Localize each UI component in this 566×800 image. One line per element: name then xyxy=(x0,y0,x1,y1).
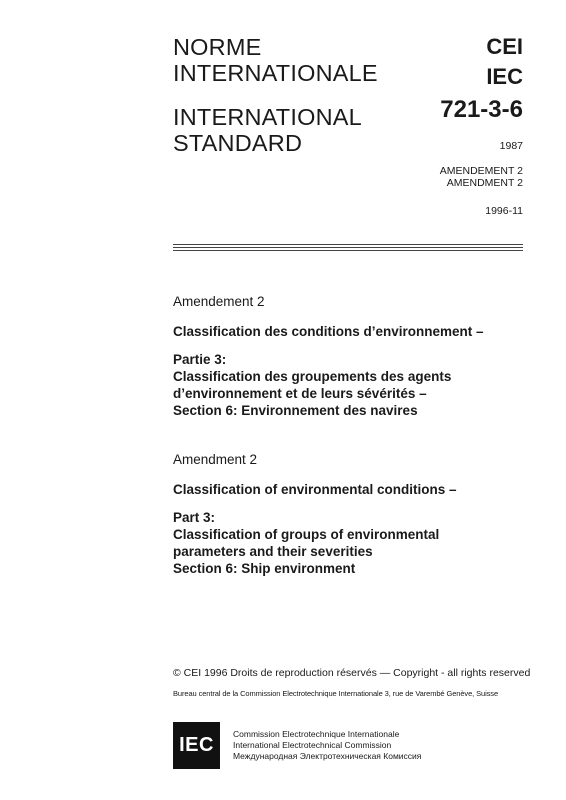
iec-logo-text: IEC xyxy=(179,734,214,756)
title-en: Classification of environmental conditions – xyxy=(173,482,457,497)
amendement-fr: AMENDEMENT 2 xyxy=(439,165,523,177)
part-en: Part 3: xyxy=(173,510,216,525)
norme-line-1: NORME xyxy=(173,34,262,60)
edition-year: 1987 xyxy=(499,140,523,152)
norme-line-2: INTERNATIONALE xyxy=(173,60,378,86)
org-name-en: International Electrotechnical Commission xyxy=(233,740,392,750)
organization-names xyxy=(233,729,422,762)
address-line: Bureau central de la Commission Electrotechnique Internationale 3, rue de Varembé Genève, Suisse xyxy=(173,689,499,698)
copyright-notice: © CEI 1996 Droits de reproduction réservés — Copyright - all rights reserved xyxy=(173,667,531,679)
iec-logo xyxy=(173,722,220,769)
part-title-fr-1: Classification des groupements des agents xyxy=(173,369,452,384)
divider-line xyxy=(173,247,523,248)
part-title-fr-2: d’environnement et de leurs sévérités – xyxy=(173,386,427,401)
english-section xyxy=(173,451,533,577)
section-en: Section 6: Ship environment xyxy=(173,561,356,576)
part-fr: Partie 3: xyxy=(173,352,227,367)
standard-line-2: STANDARD xyxy=(173,130,303,156)
org-name-fr: Commission Electrotechnique Internationale xyxy=(233,729,400,739)
amendement-fr-label: Amendement 2 xyxy=(173,294,265,309)
amendment-label-block xyxy=(440,165,523,189)
amendment-en: AMENDMENT 2 xyxy=(446,177,523,189)
standard-line-1: INTERNATIONAL xyxy=(173,104,362,130)
amendment-en-label: Amendment 2 xyxy=(173,452,258,467)
section-fr: Section 6: Environnement des navires xyxy=(173,403,418,418)
standard-type-heading xyxy=(173,34,378,156)
amendment-date: 1996-11 xyxy=(485,205,523,217)
divider-line xyxy=(173,244,523,245)
standard-number: 721-3-6 xyxy=(440,96,523,123)
org-name-ru: Международная Электротехническая Комиссия xyxy=(233,751,422,761)
part-title-en-2: parameters and their severities xyxy=(173,544,373,559)
title-fr: Classification des conditions d’environnement – xyxy=(173,324,484,339)
iec-code: IEC xyxy=(486,64,523,89)
cei-code: CEI xyxy=(486,34,523,59)
part-title-en-1: Classification of groups of environmental xyxy=(173,527,440,542)
divider-line xyxy=(173,250,523,251)
organization-codes xyxy=(486,32,523,92)
french-section xyxy=(173,293,533,419)
